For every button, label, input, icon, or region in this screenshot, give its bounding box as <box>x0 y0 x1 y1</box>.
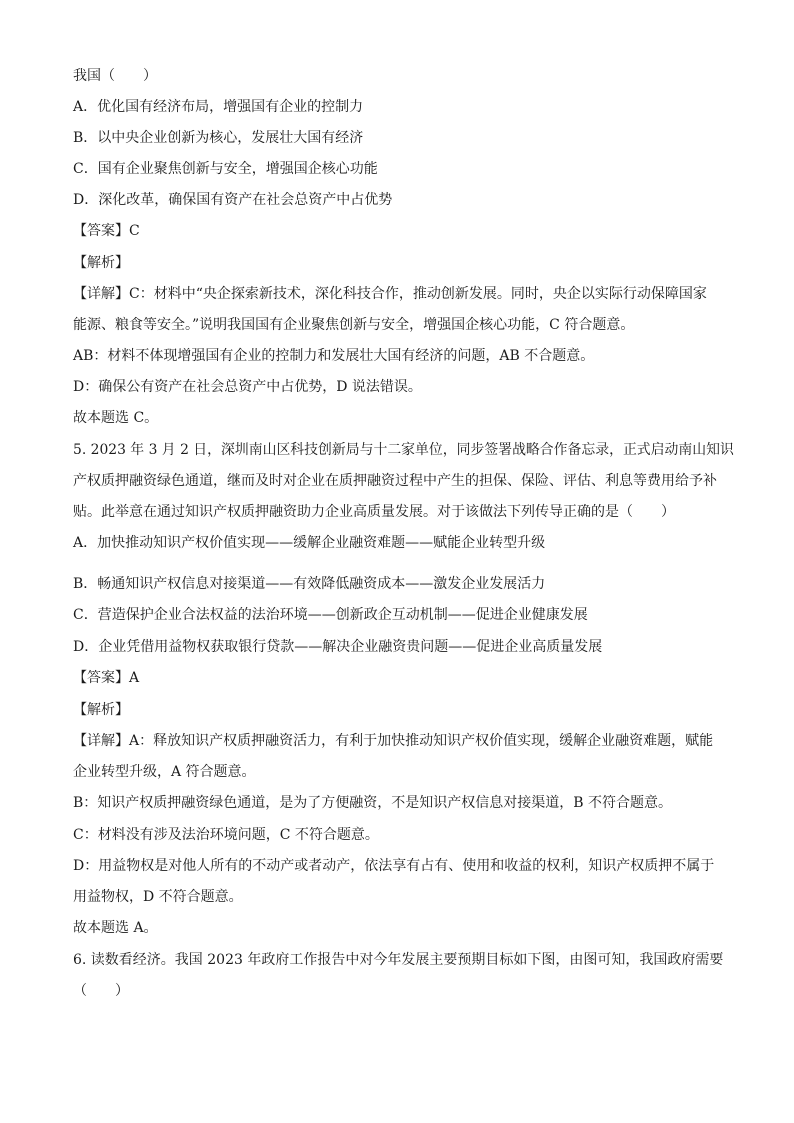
option-a: A．优化国有经济布局，增强国有企业的控制力 <box>73 99 364 115</box>
option-b: B．畅通知识产权信息对接渠道——有效降低融资成本——激发企业发展活力 <box>73 576 546 592</box>
conclusion-line: 故本题选 C。 <box>73 410 159 426</box>
detail-line: AB：材料不体现增强国有企业的控制力和发展壮大国有经济的问题，AB 不合题意。 <box>73 348 595 364</box>
detail-line: 企业转型升级，A 符合题意。 <box>73 764 256 780</box>
question-6-stem: （ ） <box>73 983 129 999</box>
analysis-label: 【解析】 <box>73 255 129 271</box>
option-d: D．企业凭借用益物权获取银行贷款——解决企业融资贵问题——促进企业高质量发展 <box>73 639 603 655</box>
conclusion-line: 故本题选 A。 <box>73 920 158 936</box>
question-5-stem: 5. 2023 年 3 月 2 日，深圳南山区科技创新局与十二家单位，同步签署战略合作备忘录，正式启动南山知识 <box>73 442 734 458</box>
option-d: D．深化改革，确保国有资产在社会总资产中占优势 <box>73 192 393 208</box>
question-5-stem: 贴。此举意在通过知识产权质押融资助力企业高质量发展。对于该做法下列传导正确的是（ ） <box>73 504 675 520</box>
option-b: B．以中央企业创新为核心，发展壮大国有经济 <box>73 130 364 146</box>
answer-label: 【答案】C <box>73 223 140 239</box>
analysis-label: 【解析】 <box>73 702 129 718</box>
answer-label: 【答案】A <box>73 670 140 686</box>
detail-line: B：知识产权质押融资绿色通道，是为了方便融资，不是知识产权信息对接渠道，B 不符合题意。 <box>73 795 673 811</box>
detail-line: 【详解】C：材料中“央企探索新技术，深化科技合作，推动创新发展。同时，央企以实际行动保障国家 <box>73 286 707 302</box>
detail-line: D：用益物权是对他人所有的不动产或者动产，依法享有占有、使用和收益的权利，知识产权质押不属于 <box>73 858 715 874</box>
detail-line: 【详解】A：释放知识产权质押融资活力，有利于加快推动知识产权价值实现，缓解企业融资难题，赋能 <box>73 733 714 749</box>
detail-line: 能源、粮食等安全。”说明我国国有企业聚焦创新与安全，增强国企核心功能，C 符合题意。 <box>73 317 635 333</box>
detail-line: D：确保公有资产在社会总资产中占优势，D 说法错误。 <box>73 379 422 395</box>
option-c: C．营造保护企业合法权益的法治环境——创新政企互动机制——促进企业健康发展 <box>73 607 588 623</box>
question-5-stem: 产权质押融资绿色通道，继而及时对企业在质押融资过程中产生的担保、保险、评估、利息等费用给予补 <box>73 473 717 489</box>
question-stem-tail: 我国（ ） <box>73 68 157 84</box>
question-6-stem: 6. 读数看经济。我国 2023 年政府工作报告中对今年发展主要预期目标如下图，由图可知，我国政府需要 <box>73 952 724 968</box>
option-a: A．加快推动知识产权价值实现——缓解企业融资难题——赋能企业转型升级 <box>73 535 546 551</box>
detail-line: C：材料没有涉及法治环境问题，C 不符合题意。 <box>73 827 379 843</box>
option-c: C．国有企业聚焦创新与安全，增强国企核心功能 <box>73 161 378 177</box>
detail-line: 用益物权，D 不符合题意。 <box>73 889 243 905</box>
